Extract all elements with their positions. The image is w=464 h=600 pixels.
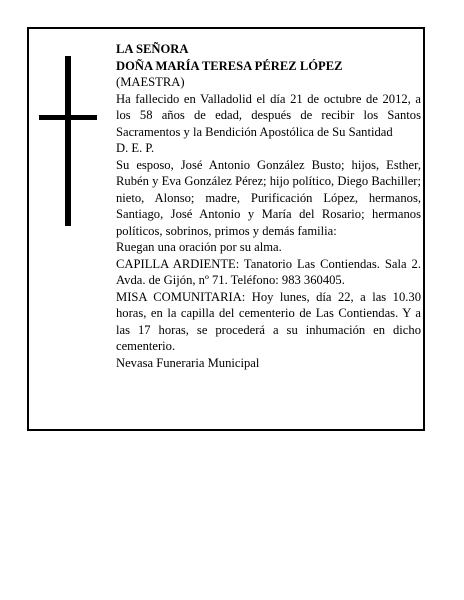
rip-text: D. E. P. <box>116 141 155 155</box>
notice-title: LA SEÑORA <box>116 42 189 56</box>
chapel-info: CAPILLA ARDIENTE: Tanatorio Las Contiendas. Sala 2. Avda. de Gijón, nº 71. Teléfono: 983 360405. <box>116 256 421 287</box>
family-list: Su esposo, José Antonio González Busto; hijos, Esther, Rubén y Eva González Pérez; hijo político, Diego Bachiller; nieto, Alonso; madre, Purificación López, hermanos, Santiago, José Antonio y María del Rosario; hermanos políticos, sobrinos, primos y demás familia: <box>116 157 421 238</box>
prayer-request: Ruegan una oración por su alma. <box>116 240 282 254</box>
obituary-notice <box>27 27 425 431</box>
cross-icon <box>39 56 97 226</box>
notice-text <box>116 41 421 371</box>
deceased-name: DOÑA MARÍA TERESA PÉREZ LÓPEZ <box>116 58 343 73</box>
cross-vertical-bar <box>65 56 71 226</box>
mass-info: MISA COMUNITARIA: Hoy lunes, día 22, a las 10.30 horas, en la capilla del cementerio de Las Contiendas. Y a las 17 horas, se procederá a su inhumación en dicho cementerio. <box>116 289 421 353</box>
funeral-home: Nevasa Funeraria Municipal <box>116 355 260 370</box>
cross-horizontal-bar <box>39 115 97 120</box>
death-announcement: Ha fallecido en Valladolid el día 21 de octubre de 2012, a los 58 años de edad, después de recibir los Santos Sacramentos y la Bendición Apostólica de Su Santidad <box>116 91 421 139</box>
deceased-profession: (MAESTRA) <box>116 75 185 89</box>
